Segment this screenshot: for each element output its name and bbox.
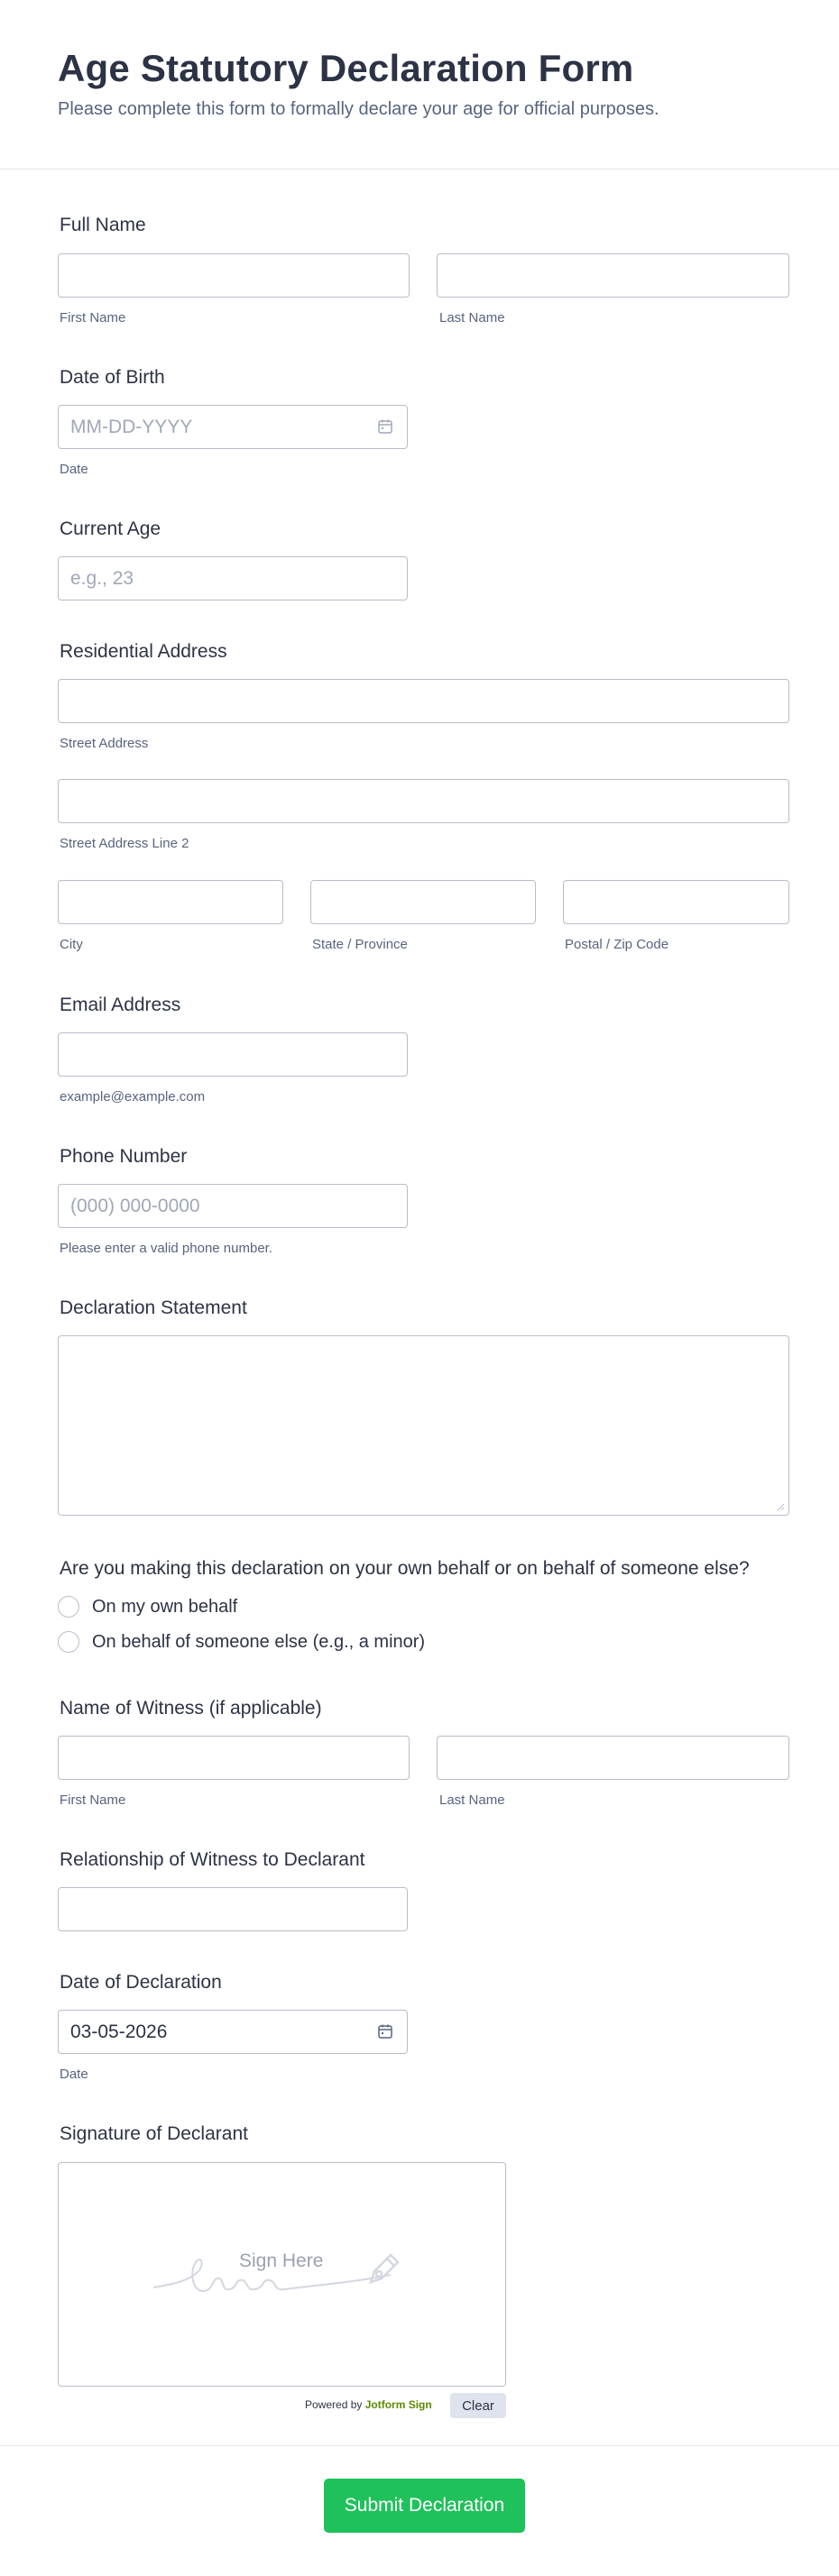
signature-placeholder: Sign Here	[239, 2251, 324, 2271]
clear-signature-button[interactable]: Clear	[450, 2393, 506, 2418]
first-name-input[interactable]	[58, 253, 410, 298]
witness-first-name-sublabel: First Name	[60, 1792, 126, 1808]
submit-button[interactable]: Submit Declaration	[324, 2479, 525, 2533]
last-name-input[interactable]	[437, 253, 789, 298]
address-label: Residential Address	[60, 641, 227, 662]
relationship-label: Relationship of Witness to Declarant	[60, 1849, 365, 1870]
powered-by-brand[interactable]: Jotform Sign	[364, 2398, 432, 2411]
signature-pad[interactable]	[58, 2162, 506, 2387]
declaration-date-label: Date of Declaration	[60, 1972, 222, 1993]
calendar-icon[interactable]	[376, 417, 394, 435]
dob-label: Date of Birth	[60, 367, 165, 388]
street-address-sublabel: Street Address	[60, 736, 149, 751]
email-label: Email Address	[60, 995, 181, 1015]
declaration-date-sublabel: Date	[60, 2067, 88, 2082]
statement-textarea[interactable]	[58, 1335, 789, 1516]
zip-input[interactable]	[563, 880, 789, 924]
footer-divider	[0, 2445, 839, 2446]
signature-label: Signature of Declarant	[60, 2123, 248, 2144]
current-age-placeholder: e.g., 23	[70, 567, 134, 589]
pen-icon	[364, 2250, 403, 2289]
city-sublabel: City	[60, 937, 83, 952]
witness-last-name-sublabel: Last Name	[439, 1792, 505, 1808]
state-input[interactable]	[310, 880, 536, 924]
email-sublabel: example@example.com	[60, 1089, 206, 1105]
street-address-2-sublabel: Street Address Line 2	[60, 836, 189, 851]
phone-label: Phone Number	[60, 1146, 188, 1167]
full-name-label: Full Name	[60, 215, 146, 235]
form-header	[0, 0, 839, 170]
dob-sublabel: Date	[60, 462, 88, 477]
witness-label: Name of Witness (if applicable)	[60, 1698, 322, 1719]
phone-sublabel: Please enter a valid phone number.	[60, 1241, 272, 1256]
behalf-option-other-label: On behalf of someone else (e.g., a minor)	[92, 1631, 426, 1652]
street-address-input[interactable]	[58, 679, 789, 723]
behalf-option-own-label: On my own behalf	[92, 1596, 238, 1617]
witness-last-name-input[interactable]	[437, 1736, 789, 1780]
phone-input[interactable]	[58, 1184, 408, 1228]
phone-placeholder: (000) 000-0000	[70, 1195, 200, 1216]
current-age-label: Current Age	[60, 518, 161, 539]
witness-first-name-input[interactable]	[58, 1736, 410, 1780]
radio-own[interactable]	[58, 1596, 79, 1618]
declaration-date-input[interactable]	[58, 2010, 408, 2054]
declaration-date-value: 03-05-2026	[70, 2021, 168, 2042]
page-title: Age Statutory Declaration Form	[58, 47, 634, 89]
dob-placeholder: MM-DD-YYYY	[70, 416, 193, 437]
first-name-sublabel: First Name	[60, 310, 126, 325]
behalf-option-other[interactable]	[58, 1631, 425, 1653]
powered-by-text	[305, 2398, 432, 2411]
behalf-label: Are you making this declaration on your own behalf or on behalf of someone else?	[60, 1558, 750, 1579]
last-name-sublabel: Last Name	[439, 310, 505, 325]
city-input[interactable]	[58, 880, 283, 924]
current-age-input[interactable]	[58, 556, 408, 600]
resize-handle-icon[interactable]	[776, 1502, 785, 1511]
calendar-icon[interactable]	[376, 2022, 394, 2040]
zip-sublabel: Postal / Zip Code	[565, 937, 669, 952]
statement-label: Declaration Statement	[60, 1297, 247, 1318]
powered-by-prefix: Powered by	[305, 2398, 363, 2411]
email-input[interactable]	[58, 1032, 408, 1077]
behalf-option-own[interactable]	[58, 1596, 237, 1618]
state-sublabel: State / Province	[312, 937, 408, 952]
radio-other[interactable]	[58, 1631, 79, 1653]
street-address-2-input[interactable]	[58, 779, 789, 823]
relationship-input[interactable]	[58, 1887, 408, 1931]
page-subtitle: Please complete this form to formally declare your age for official purposes.	[58, 99, 659, 119]
dob-input[interactable]	[58, 405, 408, 449]
